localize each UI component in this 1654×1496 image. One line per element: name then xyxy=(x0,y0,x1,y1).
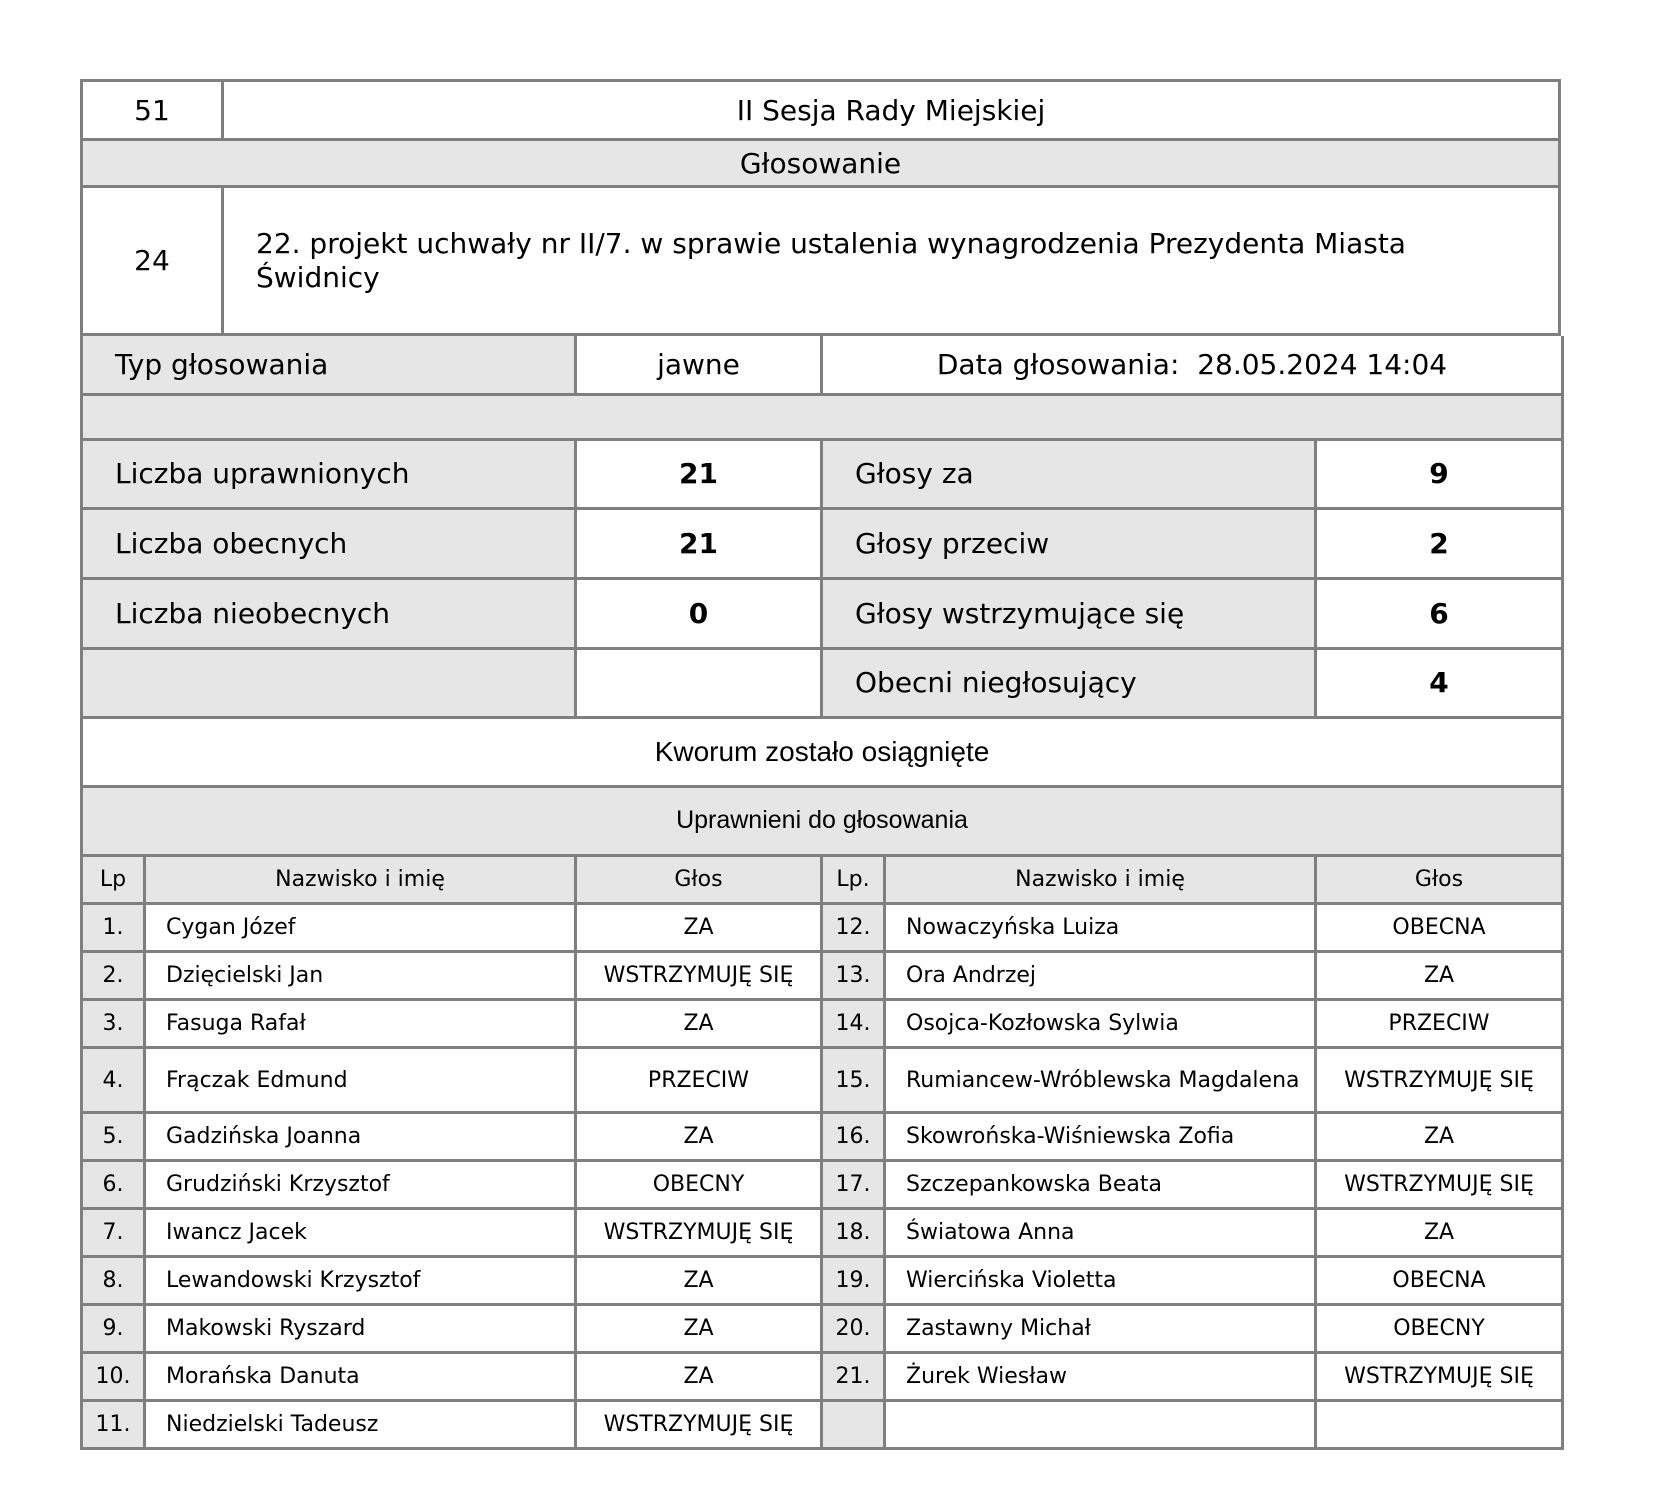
spacer-row xyxy=(82,394,1563,439)
col-name-left: Nazwisko i imię xyxy=(145,857,576,904)
table-row xyxy=(82,1113,1563,1161)
table-row xyxy=(82,952,1563,1000)
quorum-status: Kworum zostało osiągnięte xyxy=(82,717,1563,786)
voter-name: Osojca-Kozłowska Sylwia xyxy=(885,1000,1316,1048)
col-lp-left: Lp xyxy=(82,857,145,904)
voter-name: Frączak Edmund xyxy=(145,1048,576,1113)
voter-lp: 5. xyxy=(82,1113,145,1161)
voter-lp: 21. xyxy=(822,1353,885,1401)
present-value: 21 xyxy=(576,508,822,578)
voter-name: Skowrońska-Wiśniewska Zofia xyxy=(885,1113,1316,1161)
voter-name: Dzięcielski Jan xyxy=(145,952,576,1000)
vote-type-value: jawne xyxy=(576,336,822,394)
table-row xyxy=(82,1209,1563,1257)
voter-lp: 2. xyxy=(82,952,145,1000)
voter-lp: 20. xyxy=(822,1305,885,1353)
voter-lp: 7. xyxy=(82,1209,145,1257)
voter-vote: ZA xyxy=(1316,1113,1563,1161)
voter-name: Cygan Józef xyxy=(145,904,576,952)
voter-lp: 8. xyxy=(82,1257,145,1305)
voters-title: Uprawnieni do głosowania xyxy=(82,786,1563,855)
voter-lp: 16. xyxy=(822,1113,885,1161)
voter-vote: WSTRZYMUJĘ SIĘ xyxy=(1316,1161,1563,1209)
voter-vote: ZA xyxy=(576,904,822,952)
votes-abstain-value: 6 xyxy=(1316,578,1563,648)
absent-value: 0 xyxy=(576,578,822,648)
table-row xyxy=(82,1000,1563,1048)
table-row xyxy=(82,1161,1563,1209)
absent-label: Liczba nieobecnych xyxy=(82,578,576,648)
table-row xyxy=(82,904,1563,952)
voter-lp: 4. xyxy=(82,1048,145,1113)
voter-vote: WSTRZYMUJĘ SIĘ xyxy=(1316,1048,1563,1113)
voter-lp: 13. xyxy=(822,952,885,1000)
empty-cell xyxy=(576,648,822,717)
voter-vote: ZA xyxy=(576,1257,822,1305)
voter-name: Żurek Wiesław xyxy=(885,1353,1316,1401)
voters-table xyxy=(80,857,1564,1451)
voter-name: Ora Andrzej xyxy=(885,952,1316,1000)
voter-name: Iwancz Jacek xyxy=(145,1209,576,1257)
voter-lp: 12. xyxy=(822,904,885,952)
voter-lp: 11. xyxy=(82,1401,145,1449)
voter-lp xyxy=(822,1401,885,1449)
table-row xyxy=(82,1048,1563,1113)
col-name-right: Nazwisko i imię xyxy=(885,857,1316,904)
voter-vote: ZA xyxy=(576,1305,822,1353)
voter-name: Makowski Ryszard xyxy=(145,1305,576,1353)
voter-name: Rumiancew-Wróblewska Magdalena xyxy=(885,1048,1316,1113)
votes-for-label: Głosy za xyxy=(822,439,1316,508)
session-title: II Sesja Rady Miejskiej xyxy=(223,81,1560,140)
not-voting-label: Obecni niegłosujący xyxy=(822,648,1316,717)
voter-name xyxy=(885,1401,1316,1449)
voter-name: Wiercińska Violetta xyxy=(885,1257,1316,1305)
votes-against-value: 2 xyxy=(1316,508,1563,578)
item-number: 24 xyxy=(82,187,223,335)
voter-name: Morańska Danuta xyxy=(145,1353,576,1401)
voter-lp: 6. xyxy=(82,1161,145,1209)
col-lp-right: Lp. xyxy=(822,857,885,904)
table-row xyxy=(82,1401,1563,1449)
voting-report xyxy=(80,79,1561,1450)
col-vote-right: Głos xyxy=(1316,857,1563,904)
table-row xyxy=(82,1257,1563,1305)
voter-name: Lewandowski Krzysztof xyxy=(145,1257,576,1305)
votes-for-value: 9 xyxy=(1316,439,1563,508)
voter-vote: PRZECIW xyxy=(1316,1000,1563,1048)
voter-vote: OBECNA xyxy=(1316,1257,1563,1305)
vote-date xyxy=(822,336,1563,394)
voter-vote: WSTRZYMUJĘ SIĘ xyxy=(1316,1353,1563,1401)
voter-name: Światowa Anna xyxy=(885,1209,1316,1257)
voter-lp: 14. xyxy=(822,1000,885,1048)
vote-date-value: 28.05.2024 14:04 xyxy=(1197,347,1448,381)
vote-type-label: Typ głosowania xyxy=(82,336,576,394)
present-label: Liczba obecnych xyxy=(82,508,576,578)
voter-name: Szczepankowska Beata xyxy=(885,1161,1316,1209)
table-row xyxy=(82,1305,1563,1353)
voter-vote xyxy=(1316,1401,1563,1449)
voter-vote: ZA xyxy=(1316,952,1563,1000)
not-voting-value: 4 xyxy=(1316,648,1563,717)
voter-vote: WSTRZYMUJĘ SIĘ xyxy=(576,952,822,1000)
voter-lp: 3. xyxy=(82,1000,145,1048)
empty-cell xyxy=(82,648,576,717)
voter-lp: 18. xyxy=(822,1209,885,1257)
item-topic: 22. projekt uchwały nr II/7. w sprawie ustalenia wynagrodzenia Prezydenta Miasta Świdnicy xyxy=(223,187,1560,335)
stats-table xyxy=(80,336,1564,857)
voter-vote: PRZECIW xyxy=(576,1048,822,1113)
voter-name: Niedzielski Tadeusz xyxy=(145,1401,576,1449)
voter-vote: ZA xyxy=(576,1113,822,1161)
section-title: Głosowanie xyxy=(82,140,1560,187)
eligible-value: 21 xyxy=(576,439,822,508)
session-number: 51 xyxy=(82,81,223,140)
voter-lp: 17. xyxy=(822,1161,885,1209)
voter-lp: 10. xyxy=(82,1353,145,1401)
voter-lp: 15. xyxy=(822,1048,885,1113)
voter-name: Fasuga Rafał xyxy=(145,1000,576,1048)
voter-vote: ZA xyxy=(576,1000,822,1048)
voter-vote: OBECNY xyxy=(1316,1305,1563,1353)
voter-vote: ZA xyxy=(576,1353,822,1401)
vote-date-label: Data głosowania: xyxy=(936,347,1180,381)
votes-against-label: Głosy przeciw xyxy=(822,508,1316,578)
voter-name: Grudziński Krzysztof xyxy=(145,1161,576,1209)
voter-lp: 9. xyxy=(82,1305,145,1353)
eligible-label: Liczba uprawnionych xyxy=(82,439,576,508)
col-vote-left: Głos xyxy=(576,857,822,904)
voter-name: Nowaczyńska Luiza xyxy=(885,904,1316,952)
header-table xyxy=(80,79,1561,336)
table-row xyxy=(82,1353,1563,1401)
voter-vote: OBECNA xyxy=(1316,904,1563,952)
votes-abstain-label: Głosy wstrzymujące się xyxy=(822,578,1316,648)
voter-name: Gadzińska Joanna xyxy=(145,1113,576,1161)
voter-vote: ZA xyxy=(1316,1209,1563,1257)
voter-name: Zastawny Michał xyxy=(885,1305,1316,1353)
voter-vote: OBECNY xyxy=(576,1161,822,1209)
voter-lp: 1. xyxy=(82,904,145,952)
voter-lp: 19. xyxy=(822,1257,885,1305)
voter-vote: WSTRZYMUJĘ SIĘ xyxy=(576,1401,822,1449)
voter-vote: WSTRZYMUJĘ SIĘ xyxy=(576,1209,822,1257)
